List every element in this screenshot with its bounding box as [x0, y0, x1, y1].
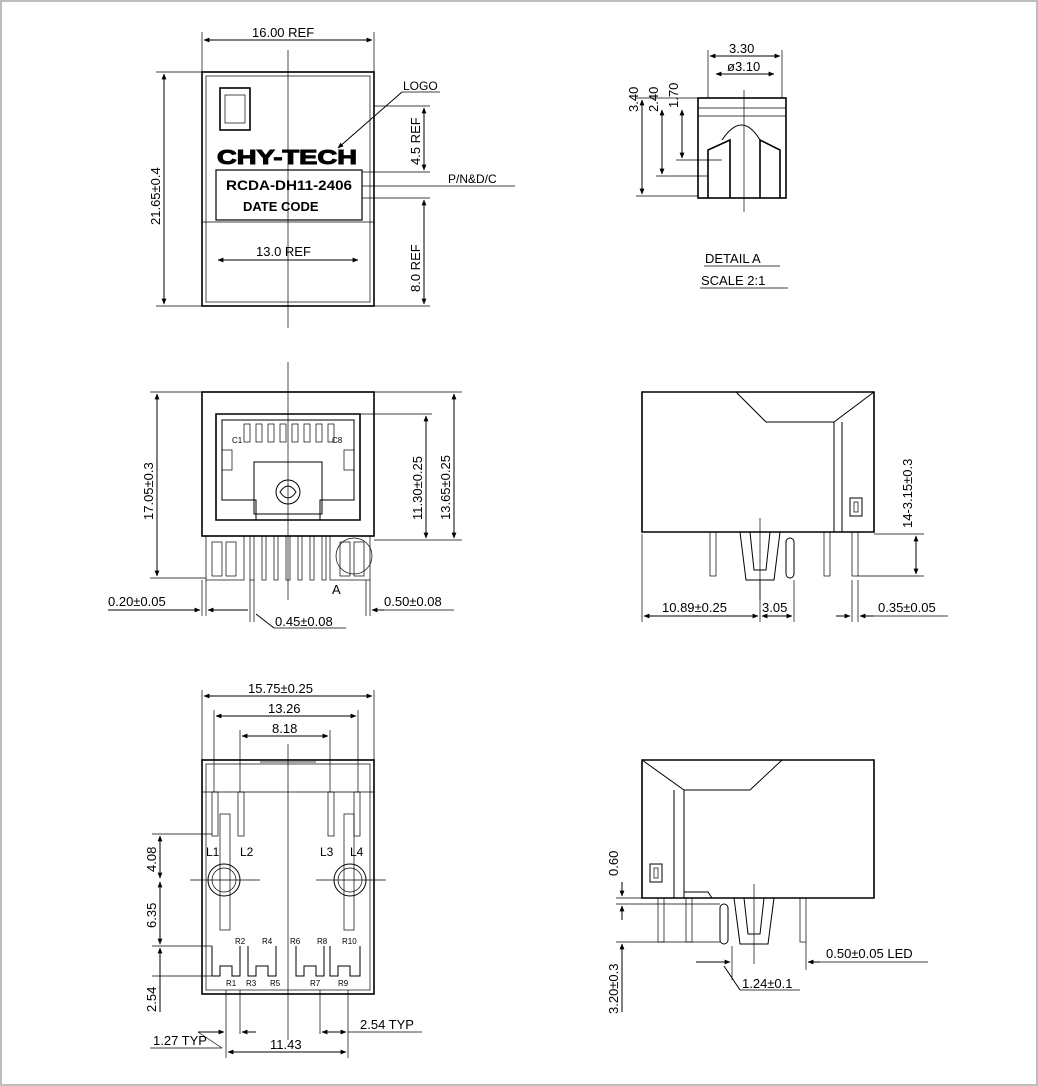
label-logo: LOGO [403, 79, 438, 93]
dim-front-pin-right: 0.50±0.08 [384, 594, 442, 609]
dim-bottom-w2: 13.26 [268, 701, 301, 716]
label-r3: R3 [246, 979, 257, 988]
dim-bottom-h3: 2.54 [144, 986, 159, 1012]
label-pn-code: P/N&D/C [448, 172, 497, 186]
dim-bottom-p1: 1.27 TYP [153, 1033, 207, 1048]
dim-top-inner-width: 13.0 REF [256, 244, 311, 259]
dim-front-h1: 11.30±0.25 [410, 455, 425, 520]
label-r10: R10 [342, 937, 357, 946]
bottom-view [144, 681, 422, 1058]
dim-front-height: 17.05±0.3 [141, 462, 156, 520]
label-r4: R4 [262, 937, 273, 946]
dim-side-w2: 3.05 [762, 600, 788, 615]
dim-bottom-w1: 15.75±0.25 [248, 681, 313, 696]
dim-bottom-w3: 8.18 [272, 721, 298, 736]
detail-title: DETAIL A [705, 251, 761, 266]
dim-bottom-p2: 2.54 TYP [360, 1017, 414, 1032]
dim-detail-w1: 3.30 [729, 41, 755, 56]
dim-side-w3: 0.35±0.05 [878, 600, 936, 615]
label-r9: R9 [338, 979, 349, 988]
logo-mark [220, 88, 250, 130]
brand-logo-text: CHY-TECH [217, 147, 357, 169]
dim-detail-d1: ø3.10 [727, 59, 761, 74]
label-r7: R7 [310, 979, 321, 988]
label-r6: R6 [290, 937, 301, 946]
part-number: RCDA-DH11-2406 [226, 177, 353, 193]
label-detail-ref: A [332, 582, 341, 597]
side-view [642, 392, 948, 622]
label-c1: C1 [232, 436, 243, 445]
dim-top-width: 16.00 REF [252, 25, 315, 40]
label-l2: L2 [240, 845, 254, 859]
dim-side2-led: 0.50±0.05 LED [826, 946, 913, 961]
dim-front-h2: 13.65±0.25 [438, 455, 453, 520]
dim-detail-h1: 3.40 [626, 86, 641, 112]
label-l3: L3 [320, 845, 334, 859]
label-r5: R5 [270, 979, 281, 988]
dim-side-w1: 10.89±0.25 [662, 600, 727, 615]
dim-front-pin-mid: 0.45±0.08 [275, 614, 333, 629]
dim-detail-h3: 1.70 [666, 82, 681, 108]
front-view [108, 362, 462, 629]
dim-side2-h2: 3.20±0.3 [606, 963, 621, 1014]
dim-top-logo-offset: 4.5 REF [408, 117, 423, 165]
label-r1: R1 [226, 979, 237, 988]
dim-front-pin-left: 0.20±0.05 [108, 594, 166, 609]
signal-pins [212, 946, 360, 976]
label-c8: C8 [332, 436, 343, 445]
top-view [148, 25, 515, 328]
dim-detail-h2: 2.40 [646, 86, 661, 112]
contact-row [244, 424, 334, 442]
label-l1: L1 [206, 845, 220, 859]
detail-a-view [626, 41, 788, 288]
detail-scale: SCALE 2:1 [701, 273, 766, 288]
dim-top-lower: 8.0 REF [408, 244, 423, 292]
dim-bottom-p3: 11.43 [270, 1037, 302, 1052]
dim-bottom-h2: 6.35 [144, 902, 159, 928]
date-code: DATE CODE [243, 199, 319, 214]
dim-side2-w: 1.24±0.1 [742, 976, 793, 991]
dim-side-pins: 14-3.15±0.3 [900, 458, 915, 528]
side-view-2 [606, 760, 928, 1014]
dim-side2-h1: 0.60 [606, 850, 621, 876]
label-r8: R8 [317, 937, 328, 946]
dim-bottom-h1: 4.08 [144, 846, 159, 872]
label-l4: L4 [350, 845, 364, 859]
dim-top-height: 21.65±0.4 [148, 167, 163, 225]
label-r2: R2 [235, 937, 246, 946]
